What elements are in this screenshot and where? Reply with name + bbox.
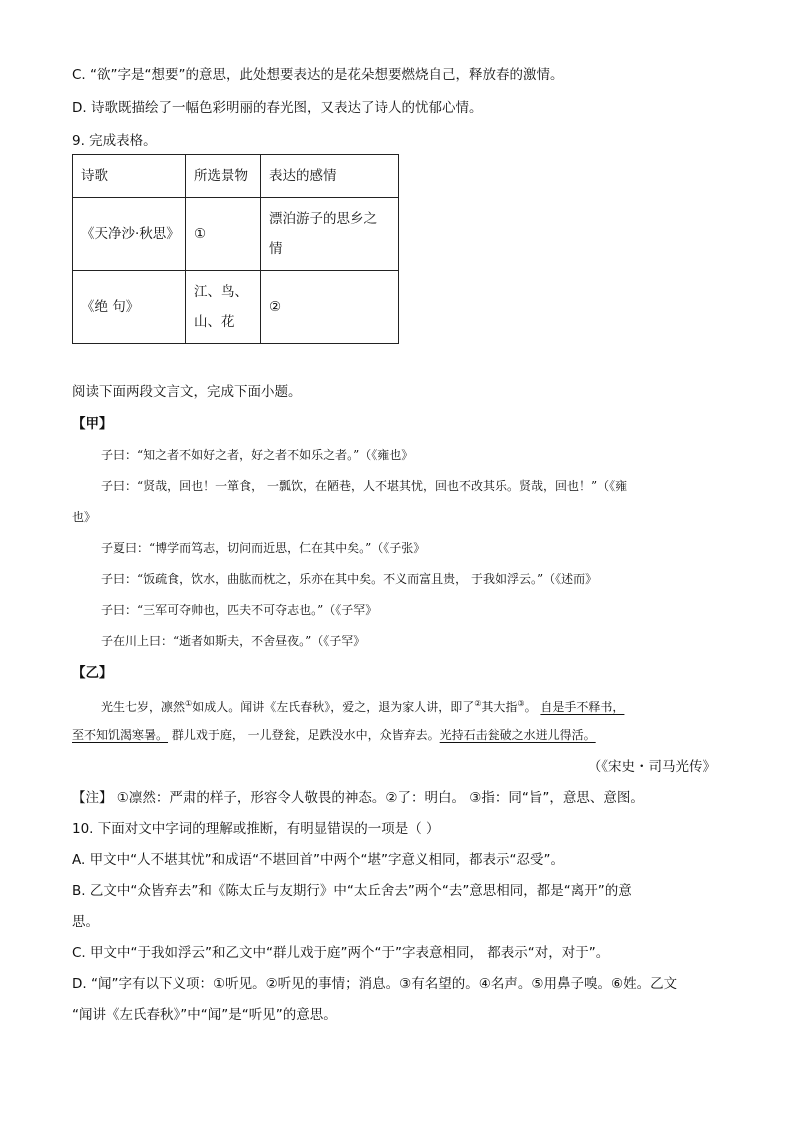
yi-text: 光生七岁，凛然 — [101, 700, 186, 714]
q8-option-d: D. 诗歌既描绘了一幅色彩明丽的春光图，又表达了诗人的忧郁心情。 — [72, 100, 483, 116]
table-row — [73, 198, 399, 271]
q10-stem: 10. 下面对文中字词的理解或推断，有明显错误的一项是（ ） — [72, 821, 440, 837]
header-scenery: 所选景物 — [186, 155, 261, 198]
source-citation: （《宋史・司马光传》 — [587, 759, 716, 775]
footnote-marker: ③ — [517, 699, 525, 708]
jia-line: 子曰：“知之者不如好之者，好之者不如乐之者。”（《雍也》 — [101, 448, 414, 462]
q10-option-a: A. 甲文中“人不堪其忧”和成语“不堪回首”中两个“堪”字意义相同，都表示“忍受”。 — [72, 852, 565, 868]
jia-label: 【甲】 — [72, 416, 113, 432]
q8-option-c: C. “欲”字是“想要”的意思，此处想要表达的是花朵想要燃烧自己，释放春的激情。 — [72, 67, 564, 83]
underlined-sentence: 自是手不释书， — [540, 700, 625, 714]
jia-line: 子曰：“贤哉，回也！一箪食， 一瓢饮，在陋巷，人不堪其忧，回也不改其乐。贤哉，回也！”（《雍 — [101, 479, 628, 493]
table-row — [73, 271, 399, 344]
q10-option-d-cont: “闻讲《左氏春秋》”中“闻”是“听见”的意思。 — [72, 1007, 337, 1023]
q10-option-c: C. 甲文中“于我如浮云”和乙文中“群儿戏于庭”两个“于”字表意相同， 都表示“对，对于”。 — [72, 945, 610, 961]
yi-text: 群儿戏于庭， 一儿登瓮，足跌没水中，众皆弃去。 — [168, 728, 440, 742]
underlined-sentence: 光持石击瓮破之水迸儿得活。 — [439, 728, 596, 742]
cell-emotion: 漂泊游子的思乡之情 — [261, 198, 399, 271]
yi-text: 。 — [524, 700, 537, 714]
cell-scenery: 江、鸟、山、花 — [186, 271, 261, 344]
q10-option-d: D. “闻”字有以下义项：①听见。②听见的事情；消息。③有名望的。④名声。⑤用鼻子嗅。⑥姓。乙文 — [72, 976, 678, 992]
jia-line: 子曰：“三军可夺帅也，匹夫不可夺志也。”（《子罕》 — [101, 603, 378, 617]
jia-line: 子夏曰：“博学而笃志，切问而近思，仁在其中矣。”（《子张》 — [101, 541, 426, 555]
header-emotion: 表达的感情 — [261, 155, 399, 198]
q9-table — [72, 154, 399, 344]
jia-line: 子曰：“饭疏食，饮水，曲肱而枕之，乐亦在其中矣。不义而富且贵， 于我如浮云。”（《述而》 — [101, 572, 598, 586]
footnote-marker: ② — [474, 699, 482, 708]
table-header-row — [73, 155, 399, 198]
yi-line-2 — [72, 725, 596, 745]
yi-line-1 — [101, 694, 624, 717]
cell-scenery: ① — [186, 198, 261, 271]
q9-title: 9. 完成表格。 — [72, 133, 157, 149]
underlined-sentence: 至不知饥渴寒暑。 — [72, 728, 169, 742]
footnote-marker: ① — [185, 699, 193, 708]
jia-line: 子在川上曰：“逝者如斯夫，不舍昼夜。”（《子罕》 — [101, 634, 366, 648]
jia-line: 也》 — [72, 510, 97, 524]
cell-poem: 《绝 句》 — [73, 271, 186, 344]
reading-intro: 阅读下面两段文言文，完成下面小题。 — [72, 384, 302, 400]
cell-emotion: ② — [261, 271, 399, 344]
annotation-note: 【注】 ①凛然：严肃的样子，形容令人敬畏的神态。②了：明白。 ③指：同“旨”，意思、意图。 — [72, 790, 644, 806]
yi-text: 如成人。闻讲《左氏春秋》，爱之，退为家人讲，即了 — [192, 700, 475, 714]
header-poem: 诗歌 — [73, 155, 186, 198]
yi-text: 其大指 — [481, 700, 518, 714]
q10-option-b: B. 乙文中“众皆弃去”和《陈太丘与友期行》中“太丘舍去”两个“去”意思相同，都是“离开”的意 — [72, 883, 632, 899]
cell-poem: 《天净沙·秋思》 — [73, 198, 186, 271]
yi-label: 【乙】 — [72, 665, 113, 681]
q10-option-b-cont: 思。 — [72, 914, 99, 930]
